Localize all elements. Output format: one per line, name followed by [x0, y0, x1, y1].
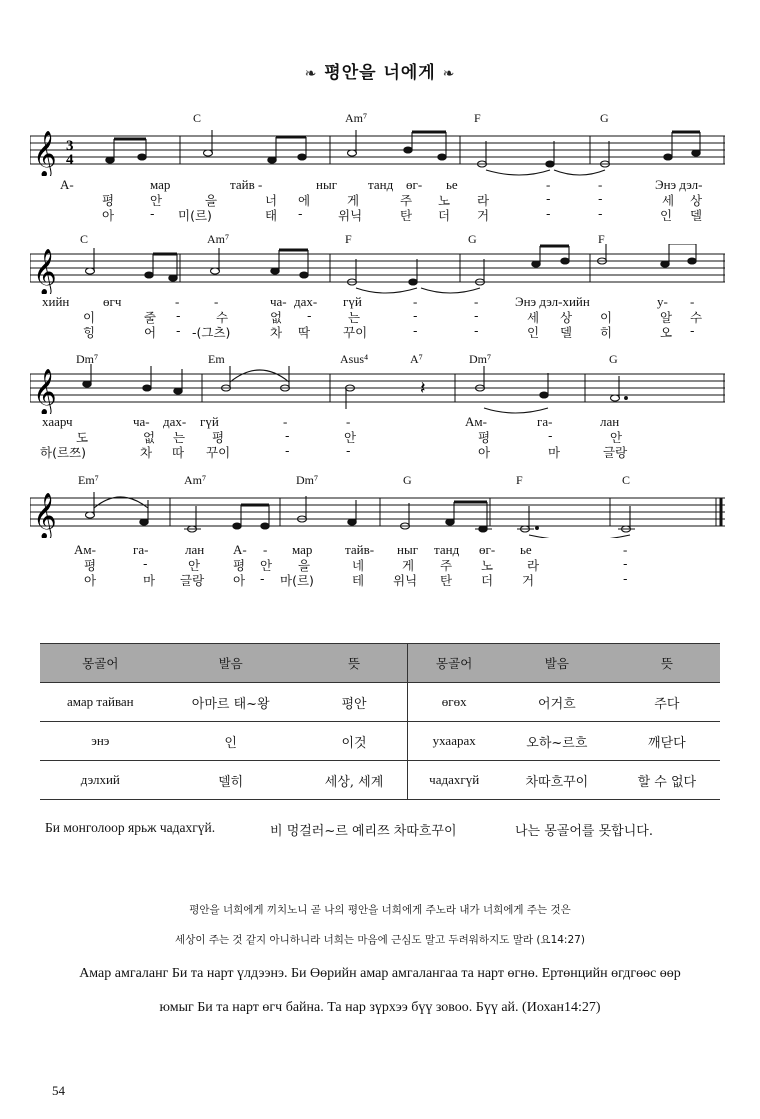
chord-symbol: F — [345, 232, 352, 246]
table-cell: өгөх — [408, 683, 500, 722]
lyric-syllable: - — [413, 323, 418, 338]
lyric-syllable: 인 — [527, 325, 540, 340]
lyric-syllable: гүй — [343, 294, 362, 309]
lyric-syllable: 이 — [83, 310, 96, 325]
column-header: 몽골어 — [40, 644, 161, 683]
lyric-syllable: - — [298, 206, 303, 221]
lyric-syllable: дах- — [163, 414, 187, 429]
lyric-syllable: 을 — [205, 193, 218, 208]
music-staff — [30, 126, 725, 176]
lyric-syllable: 상 — [560, 310, 573, 325]
chord-symbol: A⁷ — [410, 352, 423, 366]
column-header: 발음 — [500, 644, 614, 683]
chord-symbol: F — [598, 232, 605, 246]
lyric-syllable: 차 — [270, 325, 283, 340]
lyric-syllable: 태 — [265, 208, 278, 223]
lyric-syllable: Энэ дэл-хийн — [515, 294, 590, 309]
lyric-syllable: 더 — [438, 208, 451, 223]
lyric-syllable: 거 — [477, 208, 490, 223]
lyric-syllable: - — [474, 323, 479, 338]
lyric-syllable: 꾸이 — [343, 325, 368, 340]
lyric-syllable: 안 — [610, 430, 623, 445]
lyric-syllable: Энэ дэл- — [655, 177, 703, 192]
title-ornament-left-icon: ❧ — [304, 66, 318, 82]
lyric-syllable: 차 — [140, 445, 153, 460]
lyric-syllable: - — [546, 177, 551, 192]
lyric-syllable: мар — [150, 177, 171, 192]
lyric-syllable: 아 — [102, 208, 115, 223]
lyric-syllable: ье — [520, 542, 532, 557]
lyric-syllable: 노 — [438, 193, 451, 208]
table-cell: 깨닫다 — [614, 722, 720, 761]
table-cell: чадахгүй — [408, 761, 500, 800]
chord-symbol: Am⁷ — [345, 111, 368, 125]
lyric-syllable: хийн — [42, 294, 70, 309]
lyric-syllable: 알 — [660, 310, 673, 325]
page-number: 54 — [52, 1083, 65, 1098]
lyric-syllable: га- — [133, 542, 149, 557]
lyric-syllable: А- — [60, 177, 74, 192]
lyric-syllable: ча- — [133, 414, 150, 429]
lyric-syllable: 거 — [522, 573, 535, 588]
lyric-syllable: 탄 — [440, 573, 453, 588]
table-row — [40, 683, 720, 722]
lyric-syllable: өгч — [103, 294, 122, 309]
lyric-syllable: 따 — [172, 445, 185, 460]
chord-symbol: Am⁷ — [207, 232, 230, 246]
chord-symbol: F — [516, 473, 523, 487]
lyric-syllable: танд — [368, 177, 394, 192]
lyric-syllable: 주 — [400, 193, 413, 208]
lyric-syllable: - — [307, 308, 312, 323]
column-header: 뜻 — [301, 644, 408, 683]
lyric-syllable: 위닉 — [338, 208, 363, 223]
lyric-syllable: өг- — [479, 542, 496, 557]
music-staff — [30, 244, 725, 294]
lyric-syllable: хаарч — [42, 414, 73, 429]
lyric-syllable: 세 — [662, 193, 675, 208]
lyric-syllable: - — [283, 414, 288, 429]
lyric-syllable: - — [623, 571, 628, 586]
chord-symbol: Am⁷ — [184, 473, 207, 487]
lyric-syllable: ныг — [397, 542, 419, 557]
lyric-syllable: - — [623, 542, 628, 557]
lyric-syllable: 없 — [270, 310, 283, 325]
table-row — [40, 722, 720, 761]
chord-symbol: Asus⁴ — [340, 352, 369, 366]
table-cell: ухаарах — [408, 722, 500, 761]
lyric-syllable: 히 — [600, 325, 613, 340]
lyric-syllable: 아 — [84, 573, 97, 588]
table-cell: 차따흐꾸이 — [500, 761, 614, 800]
lyric-syllable: - — [598, 191, 603, 206]
table-cell: 세상, 세계 — [301, 761, 408, 800]
phrase-pronunciation: 비 멍걸러~르 예리쯔 차따흐꾸이 — [270, 824, 457, 839]
table-cell: дэлхий — [40, 761, 161, 800]
lyric-syllable: 아 — [478, 445, 491, 460]
chord-symbol: C — [622, 473, 631, 487]
lyric-syllable: 라 — [477, 193, 490, 208]
table-row — [40, 761, 720, 800]
chord-symbol: F — [474, 111, 481, 125]
lyric-syllable: дах- — [294, 294, 318, 309]
lyric-syllable: 이 — [600, 310, 613, 325]
lyric-syllable: 라 — [527, 558, 540, 573]
lyric-syllable: 글랑 — [180, 573, 205, 588]
treble-clef-icon: 𝄞 — [33, 131, 57, 176]
lyric-syllable: - — [346, 443, 351, 458]
chord-symbol: Em⁷ — [78, 473, 99, 487]
lyric-syllable: 어 — [144, 325, 157, 340]
lyric-syllable: - — [413, 308, 418, 323]
svg-text:𝄽: 𝄽 — [420, 378, 426, 398]
lyric-syllable: Ам- — [74, 542, 96, 557]
lyric-syllable: - — [150, 206, 155, 221]
verse-mongolian-line-2: юмыг Би та нарт өгч байна. Та нар зүрхээ бүү зовоо. Бүү ай. (Иохан14:27) — [159, 1000, 601, 1015]
lyric-syllable: - — [474, 308, 479, 323]
lyric-syllable: 는 — [348, 310, 361, 325]
lyric-syllable: 에 — [298, 193, 311, 208]
column-header: 뜻 — [614, 644, 720, 683]
lyric-syllable: у- — [657, 294, 668, 309]
table-cell: 델히 — [161, 761, 301, 800]
lyric-syllable: 테 — [352, 573, 365, 588]
lyric-syllable: - — [690, 323, 695, 338]
chord-symbol: C — [80, 232, 89, 246]
treble-clef-icon: 𝄞 — [33, 493, 57, 538]
table-cell: 오하~르흐 — [500, 722, 614, 761]
lyric-syllable: 을 — [298, 558, 311, 573]
lyric-syllable: 딱 — [298, 325, 311, 340]
lyric-syllable: - — [346, 414, 351, 429]
lyric-syllable: - — [690, 294, 695, 309]
chord-symbol: Dm⁷ — [469, 352, 492, 366]
svg-text:3: 3 — [66, 138, 74, 154]
lyric-syllable: - — [263, 542, 268, 557]
lyric-syllable: 평 — [102, 193, 115, 208]
chord-symbol: G — [468, 232, 477, 246]
lyric-syllable: 안 — [260, 558, 273, 573]
vocabulary-table — [40, 643, 720, 800]
chord-symbol: C — [193, 111, 202, 125]
column-header: 발음 — [161, 644, 301, 683]
music-staff — [30, 488, 725, 538]
lyric-syllable: 안 — [188, 558, 201, 573]
lyric-syllable: - — [474, 294, 479, 309]
lyric-syllable: - — [176, 323, 181, 338]
verse-mongolian-line-1: Амар амгаланг Би та нарт үлдээнэ. Би Өөрийн амар амгалангаа та нарт өгнө. Ертөнцийн өгдгөөс өөр — [79, 966, 681, 981]
lyric-syllable: 너 — [265, 193, 278, 208]
lyric-syllable: 꾸이 — [206, 445, 231, 460]
lyric-syllable: 없 — [143, 430, 156, 445]
lyric-syllable: 도 — [76, 430, 89, 445]
lyric-syllable: - — [413, 294, 418, 309]
lyric-syllable: лан — [600, 414, 620, 429]
table-cell: энэ — [40, 722, 161, 761]
lyric-syllable: танд — [434, 542, 460, 557]
lyric-syllable: 는 — [173, 430, 186, 445]
chord-symbol: G — [403, 473, 412, 487]
column-header: 몽골어 — [408, 644, 500, 683]
lyric-syllable: 위닉 — [393, 573, 418, 588]
music-staff — [30, 364, 725, 414]
lyric-syllable: ныг — [316, 177, 338, 192]
table-cell: 주다 — [614, 683, 720, 722]
lyric-syllable: 오 — [660, 325, 673, 340]
svg-text:4: 4 — [66, 152, 74, 168]
lyric-syllable: - — [285, 443, 290, 458]
table-cell: 평안 — [301, 683, 408, 722]
lyric-syllable: 세 — [527, 310, 540, 325]
song-title: 평안을 너에게 — [324, 63, 436, 83]
lyric-syllable: 평 — [478, 430, 491, 445]
lyric-syllable: - — [546, 206, 551, 221]
lyric-syllable: - — [143, 556, 148, 571]
chord-symbol: G — [600, 111, 609, 125]
table-cell: 할 수 없다 — [614, 761, 720, 800]
lyric-syllable: 상 — [690, 193, 703, 208]
lyric-syllable: мар — [292, 542, 313, 557]
lyric-syllable: га- — [537, 414, 553, 429]
lyric-syllable: ча- — [270, 294, 287, 309]
lyric-syllable: - — [623, 556, 628, 571]
lyric-syllable: 게 — [402, 558, 415, 573]
lyric-syllable: 델 — [560, 325, 573, 340]
verse-korean-line-2: 세상이 주는 것 같지 아니하니라 너희는 마음에 근심도 말고 두려워하지도 말라 (요14:27) — [175, 934, 585, 946]
page-title — [0, 58, 760, 83]
treble-clef-icon: 𝄞 — [33, 249, 57, 294]
lyric-syllable: 수 — [690, 310, 703, 325]
lyric-syllable: - — [548, 428, 553, 443]
lyric-syllable: - — [598, 177, 603, 192]
treble-clef-icon: 𝄞 — [33, 369, 57, 414]
lyric-syllable: 네 — [352, 558, 365, 573]
lyric-syllable: 평 — [212, 430, 225, 445]
lyric-syllable: 인 — [660, 208, 673, 223]
table-header-row — [40, 644, 720, 683]
phrase-mongolian: Би монголоор ярьж чадахгүй. — [45, 820, 216, 835]
lyric-syllable: 탄 — [400, 208, 413, 223]
lyric-syllable: тайв- — [345, 542, 375, 557]
lyric-syllable: - — [285, 428, 290, 443]
lyric-syllable: ье — [446, 177, 458, 192]
lyric-syllable: 안 — [150, 193, 163, 208]
lyric-syllable: 노 — [481, 558, 494, 573]
phrase-meaning: 나는 몽골어를 못합니다. — [515, 824, 653, 839]
lyric-syllable: 마 — [143, 573, 156, 588]
lyric-syllable: 안 — [344, 430, 357, 445]
lyric-syllable: 아 — [233, 573, 246, 588]
lyric-syllable: 더 — [481, 573, 494, 588]
lyric-syllable: - — [260, 571, 265, 586]
lyric-syllable: 주 — [440, 558, 453, 573]
table-cell: 인 — [161, 722, 301, 761]
lyric-syllable: 수 — [216, 310, 229, 325]
lyric-syllable: 델 — [690, 208, 703, 223]
table-cell: 아마르 태~왕 — [161, 683, 301, 722]
lyric-syllable: өг- — [406, 177, 423, 192]
lyric-syllable: 평 — [84, 558, 97, 573]
lyric-syllable: 마(르) — [280, 573, 314, 588]
lyric-syllable: - — [546, 191, 551, 206]
lyric-syllable: гүй — [200, 414, 219, 429]
title-ornament-right-icon: ❧ — [442, 66, 456, 82]
lyric-syllable: - — [175, 294, 180, 309]
lyric-syllable: Ам- — [465, 414, 487, 429]
lyric-syllable: -(그츠) — [192, 325, 231, 340]
chord-symbol: G — [609, 352, 618, 366]
table-cell: 이것 — [301, 722, 408, 761]
lyric-syllable: 줄 — [144, 310, 157, 325]
chord-symbol: Em — [208, 352, 225, 366]
chord-symbol: Dm⁷ — [76, 352, 99, 366]
lyric-syllable: 마 — [548, 445, 561, 460]
lyric-syllable: 힝 — [83, 325, 96, 340]
lyric-syllable: 평 — [233, 558, 246, 573]
lyric-syllable: 하(르쯔) — [40, 445, 86, 460]
verse-korean-line-1: 평안을 너희에게 끼치노니 곧 나의 평안을 너희에게 주노라 내가 너희에게 주는 것은 — [189, 904, 571, 916]
chord-symbol: Dm⁷ — [296, 473, 319, 487]
lyric-syllable: 글랑 — [603, 445, 628, 460]
lyric-syllable: - — [214, 294, 219, 309]
lyric-syllable: А- — [233, 542, 247, 557]
lyric-syllable: 미(르) — [178, 208, 212, 223]
table-cell: 어거흐 — [500, 683, 614, 722]
table-cell: амар тайван — [40, 683, 161, 722]
lyric-syllable: тайв - — [230, 177, 263, 192]
lyric-syllable: 게 — [347, 193, 360, 208]
lyric-syllable: - — [598, 206, 603, 221]
lyric-syllable: лан — [185, 542, 205, 557]
lyric-syllable: - — [176, 308, 181, 323]
